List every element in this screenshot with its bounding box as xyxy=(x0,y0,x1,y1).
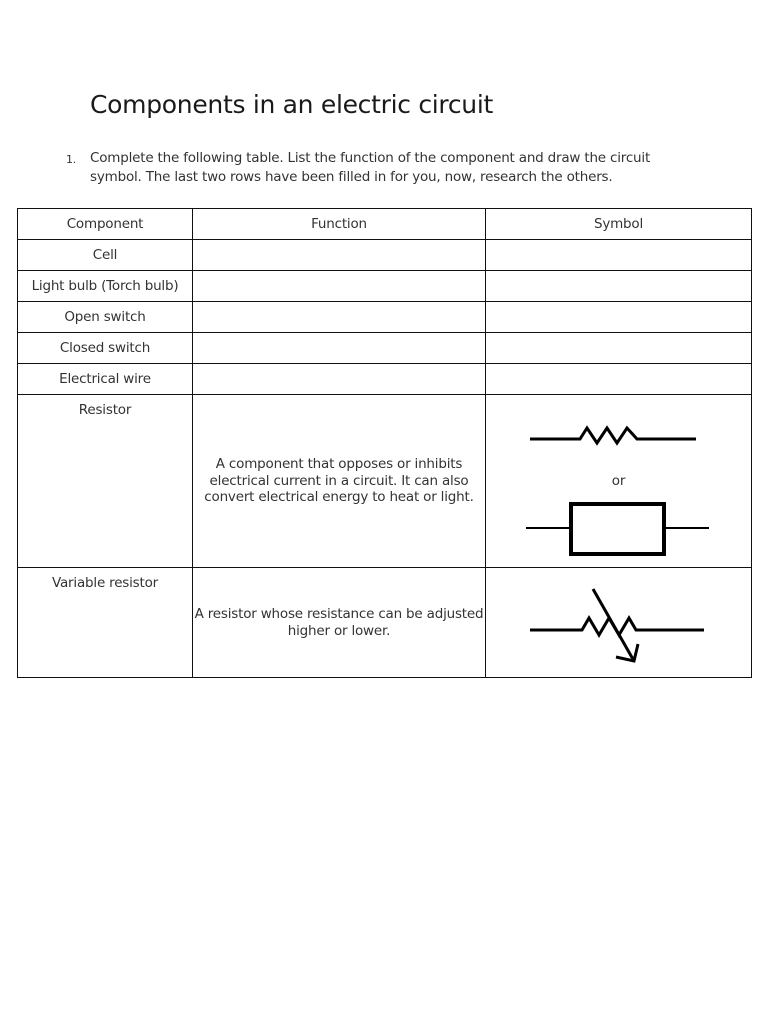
table-row xyxy=(18,302,752,333)
instruction-number: 1. xyxy=(66,153,77,166)
instruction xyxy=(66,149,666,187)
symbol-cell xyxy=(486,568,752,678)
component-cell: Cell xyxy=(18,240,193,271)
header-symbol: Symbol xyxy=(486,209,752,240)
component-cell: Variable resistor xyxy=(18,568,193,678)
symbol-cell[interactable] xyxy=(486,271,752,302)
symbol-cell[interactable] xyxy=(486,302,752,333)
symbol-cell[interactable] xyxy=(486,333,752,364)
symbol-cell xyxy=(486,395,752,568)
symbol-or-label: or xyxy=(611,473,626,489)
table-row xyxy=(18,333,752,364)
symbol-cell[interactable] xyxy=(486,240,752,271)
header-component: Component xyxy=(18,209,193,240)
component-cell: Light bulb (Torch bulb) xyxy=(18,271,193,302)
component-cell: Open switch xyxy=(18,302,193,333)
components-table xyxy=(17,208,752,678)
function-cell[interactable] xyxy=(193,240,486,271)
page-title: Components in an electric circuit xyxy=(90,90,493,119)
table-row xyxy=(18,364,752,395)
table-row xyxy=(18,240,752,271)
function-cell: A resistor whose resistance can be adjusted higher or lower. xyxy=(193,568,486,678)
component-cell: Closed switch xyxy=(18,333,193,364)
table-row xyxy=(18,271,752,302)
table-header-row xyxy=(18,209,752,240)
function-cell[interactable] xyxy=(193,333,486,364)
function-cell[interactable] xyxy=(193,302,486,333)
variable-resistor-icon xyxy=(486,572,752,674)
component-cell: Resistor xyxy=(18,395,193,568)
function-cell[interactable] xyxy=(193,271,486,302)
function-cell[interactable] xyxy=(193,364,486,395)
table-row xyxy=(18,395,752,568)
instruction-text: Complete the following table. List the function of the component and draw the circuit symbol. The last two rows have been filled in for you, now, research the others. xyxy=(90,150,651,185)
table-row xyxy=(18,568,752,678)
function-cell: A component that opposes or inhibits electrical current in a circuit. It can also convert electrical energy to heat or light. xyxy=(193,395,486,568)
resistor-zigzag-icon xyxy=(530,428,696,443)
resistor-box-icon xyxy=(526,504,709,554)
symbol-cell[interactable] xyxy=(486,364,752,395)
header-function: Function xyxy=(193,209,486,240)
component-cell: Electrical wire xyxy=(18,364,193,395)
